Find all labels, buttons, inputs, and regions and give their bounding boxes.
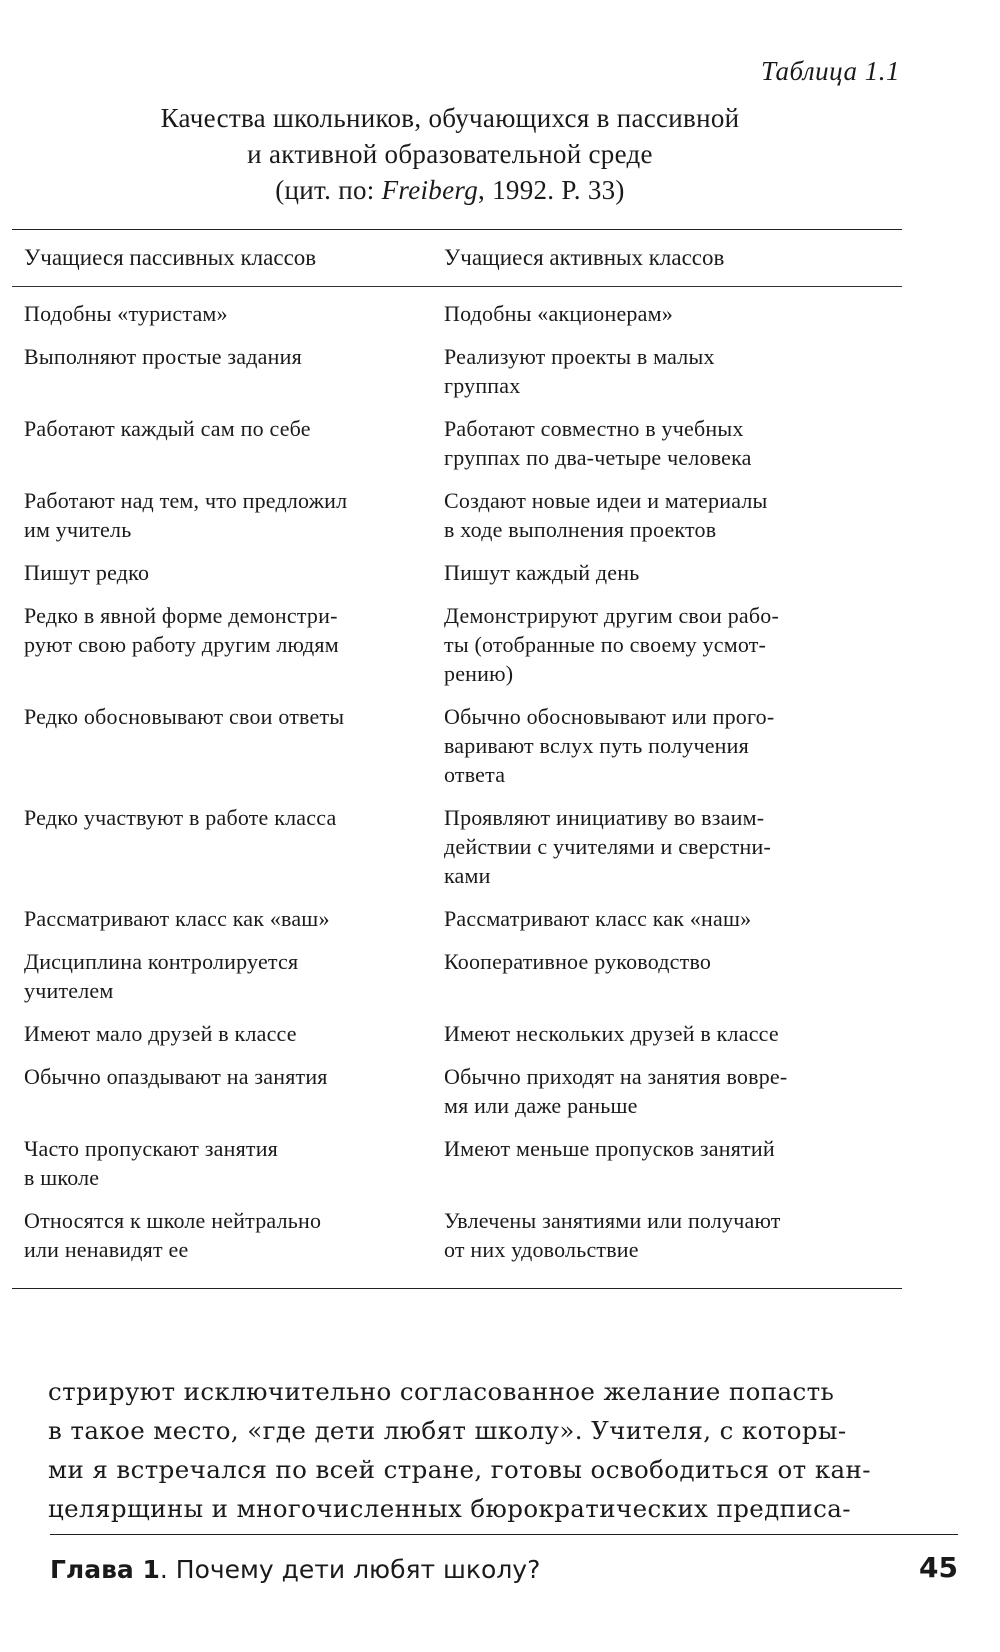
table-row	[12, 486, 902, 544]
cell-passive: Работают над тем, что предложил им учитель	[24, 488, 348, 542]
cell-active: Увлечены занятиями или получают от них удовольствие	[444, 1208, 781, 1262]
cell-active: Реализуют проекты в малых группах	[444, 344, 715, 398]
running-footer	[50, 1551, 958, 1584]
table-row	[12, 299, 902, 328]
table-row	[12, 947, 902, 1005]
caption-author: Freiberg	[381, 175, 478, 205]
table-row	[12, 702, 902, 789]
header-passive: Учащиеся пассивных классов	[24, 245, 317, 270]
table-row	[12, 1206, 902, 1264]
cell-passive: Выполняют простые задания	[24, 344, 302, 369]
cell-passive: Редко обосновывают свои ответы	[24, 704, 345, 729]
body-line: целярщины и многочисленных бюрократических предписа-	[48, 1494, 851, 1523]
cell-active: Создают новые идеи и материалы в ходе выполнения проектов	[444, 488, 768, 542]
table-row	[12, 601, 902, 688]
body-line: стрируют исключительно согласованное желание попасть	[48, 1377, 835, 1406]
cell-active: Проявляют инициативу во взаим- действии с учителями и сверстни- ками	[444, 805, 772, 888]
table-label: Таблица 1.1	[760, 56, 900, 86]
cell-passive: Имеют мало друзей в классе	[24, 1021, 297, 1046]
cell-passive: Редко участвуют в работе класса	[24, 805, 337, 830]
chapter-title: . Почему дети любят школу?	[159, 1555, 541, 1584]
table-row	[12, 1019, 902, 1048]
body-paragraph	[48, 1372, 960, 1528]
cell-passive: Дисциплина контролируется учителем	[24, 949, 299, 1003]
page-number: 45	[919, 1551, 958, 1584]
table-row	[12, 558, 902, 587]
table-row	[12, 1062, 902, 1120]
footer-rule	[50, 1534, 958, 1535]
cell-passive: Рассматривают класс как «ваш»	[24, 906, 330, 931]
cell-active: Подобны «акционерам»	[444, 301, 673, 326]
table-body	[12, 287, 902, 1288]
body-line: ми я встречался по всей стране, готовы освободиться от кан-	[48, 1455, 871, 1484]
table-caption	[60, 100, 840, 208]
comparison-table	[12, 229, 902, 1289]
table-row	[12, 803, 902, 890]
cell-passive: Обычно опаздывают на занятия	[24, 1064, 328, 1089]
cell-passive: Часто пропускают занятия в школе	[24, 1136, 278, 1190]
cell-passive: Подобны «туристам»	[24, 301, 228, 326]
cell-active: Имеют меньше пропусков занятий	[444, 1136, 775, 1161]
header-active: Учащиеся активных классов	[444, 245, 725, 270]
table-bottom-rule	[12, 1288, 902, 1289]
caption-line-1: Качества школьников, обучающихся в пассивной	[160, 103, 740, 133]
table-row	[12, 414, 902, 472]
cell-active: Пишут каждый день	[444, 560, 640, 585]
cell-passive: Пишут редко	[24, 560, 150, 585]
cell-active: Обычно приходят на занятия вовре- мя или даже раньше	[444, 1064, 788, 1118]
cell-passive: Редко в явной форме демонстри- руют свою работу другим людям	[24, 603, 339, 657]
table-row	[12, 1134, 902, 1192]
cell-active: Рассматривают класс как «наш»	[444, 906, 752, 931]
caption-line-2: и активной образовательной среде	[247, 139, 653, 169]
cell-active: Имеют нескольких друзей в классе	[444, 1021, 779, 1046]
table-row	[12, 342, 902, 400]
cell-passive: Работают каждый сам по себе	[24, 416, 311, 441]
table-header-row	[12, 230, 902, 286]
cell-active: Работают совместно в учебных группах по два-четыре человека	[444, 416, 752, 470]
cell-active: Кооперативное руководство	[444, 949, 712, 974]
cell-active: Демонстрируют другим свои рабо- ты (отобранные по своему усмот- рению)	[444, 603, 780, 686]
cell-active: Обычно обосновывают или прого- варивают вслух путь получения ответа	[444, 704, 775, 787]
chapter-number: Глава 1	[50, 1555, 160, 1584]
caption-line-3	[60, 172, 840, 208]
caption-prefix: (цит. по:	[275, 175, 382, 205]
caption-suffix: , 1992. P. 33)	[478, 175, 625, 205]
cell-passive: Относятся к школе нейтрально или ненавидят ее	[24, 1208, 322, 1262]
table-row	[12, 904, 902, 933]
body-line: в такое место, «где дети любят школу». Учителя, с которы-	[48, 1416, 847, 1445]
